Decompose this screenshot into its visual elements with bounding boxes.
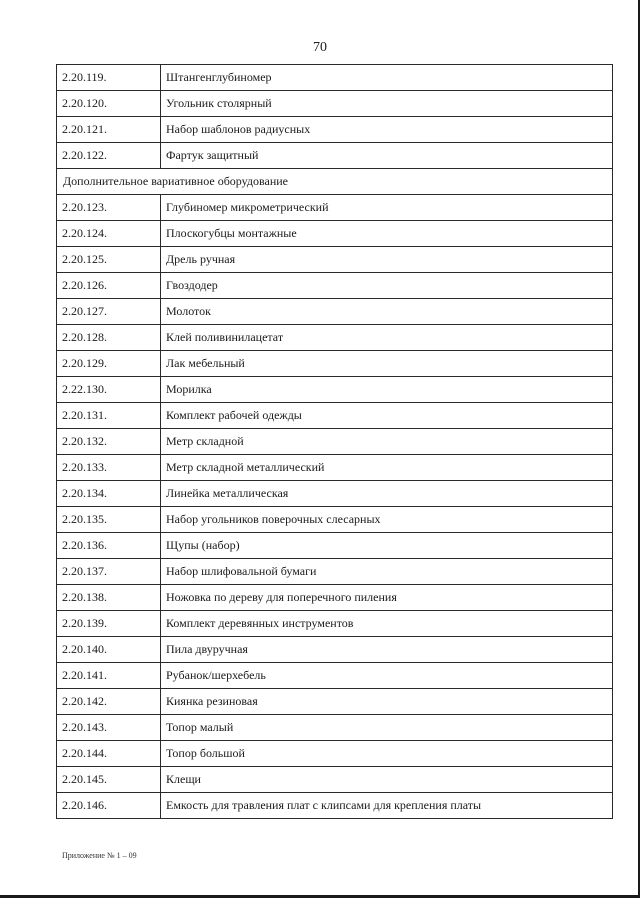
table-row — [57, 507, 613, 533]
item-code: 2.20.142. — [57, 689, 161, 715]
item-name: Топор большой — [161, 741, 613, 767]
table-row — [57, 455, 613, 481]
item-code: 2.20.145. — [57, 767, 161, 793]
table-row — [57, 689, 613, 715]
item-code: 2.20.125. — [57, 247, 161, 273]
item-code: 2.20.143. — [57, 715, 161, 741]
item-code: 2.20.123. — [57, 195, 161, 221]
item-name: Комплект рабочей одежды — [161, 403, 613, 429]
item-code: 2.20.141. — [57, 663, 161, 689]
item-code: 2.20.119. — [57, 65, 161, 91]
item-code: 2.20.129. — [57, 351, 161, 377]
item-name: Дрель ручная — [161, 247, 613, 273]
item-name: Пила двуручная — [161, 637, 613, 663]
item-name: Рубанок/шерхебель — [161, 663, 613, 689]
item-name: Штангенглубиномер — [161, 65, 613, 91]
item-code: 2.20.131. — [57, 403, 161, 429]
item-name: Лак мебельный — [161, 351, 613, 377]
item-code: 2.20.144. — [57, 741, 161, 767]
table-row — [57, 195, 613, 221]
table-row — [57, 273, 613, 299]
table-row — [57, 741, 613, 767]
item-name: Молоток — [161, 299, 613, 325]
equipment-table — [56, 64, 613, 819]
item-code: 2.20.140. — [57, 637, 161, 663]
table-row — [57, 559, 613, 585]
item-name: Фартук защитный — [161, 143, 613, 169]
table-row — [57, 325, 613, 351]
item-name: Гвоздодер — [161, 273, 613, 299]
item-name: Глубиномер микрометрический — [161, 195, 613, 221]
item-name: Плоскогубцы монтажные — [161, 221, 613, 247]
table-row — [57, 91, 613, 117]
item-code: 2.20.121. — [57, 117, 161, 143]
item-name: Набор угольников поверочных слесарных — [161, 507, 613, 533]
table-row — [57, 351, 613, 377]
table-row — [57, 143, 613, 169]
table-row — [57, 377, 613, 403]
item-code: 2.20.124. — [57, 221, 161, 247]
table-row — [57, 611, 613, 637]
table-row — [57, 403, 613, 429]
item-code: 2.20.137. — [57, 559, 161, 585]
table-row — [57, 247, 613, 273]
item-name: Щупы (набор) — [161, 533, 613, 559]
item-name: Киянка резиновая — [161, 689, 613, 715]
item-code: 2.20.135. — [57, 507, 161, 533]
equipment-table-body — [57, 65, 613, 819]
table-row — [57, 429, 613, 455]
item-code: 2.20.127. — [57, 299, 161, 325]
item-name: Клещи — [161, 767, 613, 793]
table-row — [57, 481, 613, 507]
item-name: Набор шаблонов радиусных — [161, 117, 613, 143]
table-row — [57, 117, 613, 143]
item-name: Метр складной — [161, 429, 613, 455]
item-name: Топор малый — [161, 715, 613, 741]
item-name: Комплект деревянных инструментов — [161, 611, 613, 637]
item-code: 2.20.146. — [57, 793, 161, 819]
section-row — [57, 169, 613, 195]
section-title: Дополнительное вариативное оборудование — [57, 169, 613, 195]
item-name: Набор шлифовальной бумаги — [161, 559, 613, 585]
item-code: 2.20.139. — [57, 611, 161, 637]
table-row — [57, 221, 613, 247]
item-code: 2.20.133. — [57, 455, 161, 481]
item-name: Линейка металлическая — [161, 481, 613, 507]
item-name: Клей поливинилацетат — [161, 325, 613, 351]
item-name: Ножовка по дереву для поперечного пиления — [161, 585, 613, 611]
item-name: Морилка — [161, 377, 613, 403]
table-row — [57, 65, 613, 91]
item-code: 2.20.138. — [57, 585, 161, 611]
item-name: Метр складной металлический — [161, 455, 613, 481]
footer-note: Приложение № 1 – 09 — [62, 851, 137, 860]
item-code: 2.20.134. — [57, 481, 161, 507]
item-name: Угольник столярный — [161, 91, 613, 117]
table-row — [57, 533, 613, 559]
item-code: 2.20.136. — [57, 533, 161, 559]
item-code: 2.20.126. — [57, 273, 161, 299]
table-row — [57, 767, 613, 793]
item-code: 2.22.130. — [57, 377, 161, 403]
table-row — [57, 715, 613, 741]
table-row — [57, 585, 613, 611]
item-code: 2.20.122. — [57, 143, 161, 169]
item-code: 2.20.128. — [57, 325, 161, 351]
item-code: 2.20.120. — [57, 91, 161, 117]
table-row — [57, 299, 613, 325]
table-row — [57, 637, 613, 663]
item-code: 2.20.132. — [57, 429, 161, 455]
table-row — [57, 663, 613, 689]
page-number: 70 — [313, 40, 327, 55]
table-row — [57, 793, 613, 819]
item-name: Емкость для травления плат с клипсами для крепления платы — [161, 793, 613, 819]
